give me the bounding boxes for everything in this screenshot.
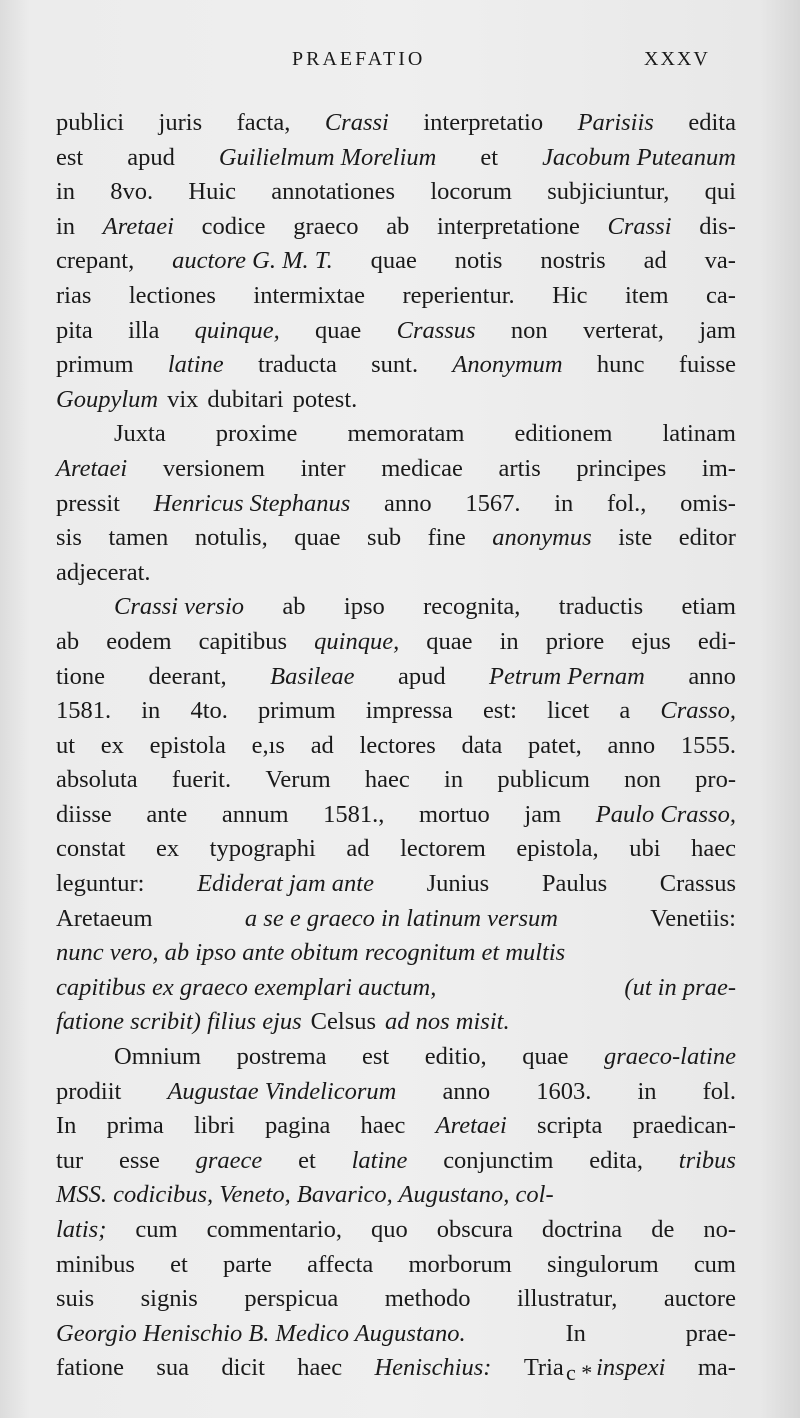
word: Augustae Vindelicorum <box>167 1077 397 1105</box>
word: anonymus <box>492 524 592 552</box>
word: quae <box>426 627 473 655</box>
word: Aretaei <box>102 212 174 240</box>
word: priore <box>545 627 605 655</box>
word: est: <box>482 697 517 725</box>
word: Crassi versio <box>114 593 245 621</box>
word: jam <box>699 316 736 344</box>
text-line <box>56 383 736 418</box>
word: est <box>56 143 84 171</box>
text-line <box>56 660 736 695</box>
signature-mark: c * <box>566 1360 593 1385</box>
word: commentario, <box>206 1216 342 1243</box>
word: codice <box>201 212 266 240</box>
word: 1555. <box>680 731 736 759</box>
word: intermixtae <box>253 281 365 309</box>
word: jam <box>524 800 562 828</box>
word: Verum <box>265 766 331 794</box>
word: nostris <box>540 247 606 275</box>
text-line <box>56 1040 736 1075</box>
word: tamen <box>108 524 169 552</box>
word: notulis, <box>194 524 268 552</box>
word: lectiones <box>128 281 216 309</box>
word: tur <box>56 1146 84 1174</box>
word: fine <box>427 524 466 552</box>
page-number: XXXV <box>644 48 710 70</box>
word: haec <box>297 1354 343 1382</box>
word: non <box>624 766 661 794</box>
word: et <box>170 1250 188 1278</box>
word: auctore <box>663 1285 736 1313</box>
text-line <box>56 1213 736 1248</box>
text-line <box>56 1178 736 1213</box>
word: editor <box>678 524 736 552</box>
word: medicae <box>381 454 463 482</box>
word: de <box>651 1216 675 1243</box>
word: notis <box>454 247 503 275</box>
word: prae- <box>685 1319 736 1347</box>
word: traducta <box>257 351 337 379</box>
word: no- <box>703 1216 736 1243</box>
word: ex <box>100 731 124 759</box>
word: Anonymum <box>452 351 563 379</box>
word: quae <box>315 316 362 344</box>
word: ubi <box>629 835 661 863</box>
word: Basileae <box>270 662 355 690</box>
word: apud <box>397 662 446 690</box>
word: Aretaeum <box>56 904 153 932</box>
word: Crassi <box>607 212 672 240</box>
text-line <box>56 141 736 176</box>
word: quinque, <box>314 627 400 655</box>
word: MSS. codicibus, Veneto, Bavarico, Augustano, col- <box>56 1181 554 1209</box>
text-line <box>56 1317 736 1352</box>
word: quae <box>370 247 417 275</box>
text-line <box>56 521 736 556</box>
text-line <box>56 106 736 141</box>
word: pressit <box>56 489 120 517</box>
word: facta, <box>236 109 291 136</box>
word: deerant, <box>148 662 227 690</box>
word: fatione scribit) filius ejus <box>56 1008 302 1036</box>
text-line <box>56 348 736 383</box>
word: prodiit <box>56 1077 122 1105</box>
word: recognita, <box>423 593 521 621</box>
word: lectorem <box>400 835 486 863</box>
word: juris <box>158 109 203 136</box>
word: postrema <box>236 1043 327 1071</box>
word: versionem <box>162 454 265 482</box>
word: iste <box>618 524 653 552</box>
text-line <box>56 590 736 625</box>
word: Venetiis: <box>650 904 736 932</box>
word: Georgio Henischio B. Medico Augustano. <box>56 1319 466 1347</box>
text-line <box>56 971 736 1006</box>
word: anno <box>607 731 656 759</box>
word: editio, <box>424 1043 487 1071</box>
word: Junius <box>426 870 490 898</box>
word: anno <box>384 489 432 517</box>
word: fuisse <box>678 351 736 379</box>
text-line <box>56 175 736 210</box>
word: ad <box>643 247 667 275</box>
word: primum <box>258 697 336 725</box>
word: graece <box>195 1146 263 1174</box>
word: scripta <box>537 1112 603 1140</box>
word: signis <box>140 1285 198 1313</box>
text-line <box>56 1282 736 1317</box>
text-line <box>56 625 736 660</box>
word: publicum <box>497 766 590 794</box>
word: capitibus <box>198 627 288 655</box>
text-line <box>56 244 736 279</box>
word: In <box>565 1319 586 1347</box>
word: epistola <box>149 731 226 759</box>
word: qui <box>704 178 736 206</box>
word: principes <box>576 454 667 482</box>
word: ut <box>56 731 76 759</box>
word: traductis <box>558 593 644 621</box>
word: interpretatio <box>423 109 544 136</box>
word: memoratam <box>347 420 465 448</box>
word: editionem <box>514 420 613 448</box>
word: haec <box>691 835 736 863</box>
word: in <box>499 627 519 655</box>
word: crepant, <box>56 247 135 275</box>
word: Crassus <box>396 316 476 344</box>
word: 8vo. <box>110 178 154 206</box>
text-line <box>56 314 736 349</box>
word: in <box>554 489 574 517</box>
word: annum <box>221 800 289 828</box>
word: Hic <box>552 281 588 309</box>
text-line <box>56 487 736 522</box>
text-line <box>56 1109 736 1144</box>
word: ipso <box>343 593 385 621</box>
word: Jacobum Puteanum <box>542 143 736 171</box>
word: Aretaei <box>56 454 128 482</box>
word: mortuo <box>419 800 490 828</box>
word: prima <box>106 1112 164 1140</box>
word: Celsus <box>310 1008 377 1036</box>
word: capitibus ex graeco exemplari auctum, <box>56 973 437 1001</box>
word: et <box>298 1146 316 1174</box>
text-line <box>56 1248 736 1283</box>
text-line <box>56 1351 736 1386</box>
word: inter <box>300 454 346 482</box>
body-text <box>56 106 736 1386</box>
word: pro- <box>695 766 736 794</box>
word: cum <box>693 1250 736 1278</box>
word: va- <box>704 247 736 275</box>
word: sunt. <box>371 351 419 379</box>
word: Petrum Pernam <box>489 662 645 690</box>
word: artis <box>498 454 541 482</box>
word: rias <box>56 281 92 309</box>
word: praedican- <box>632 1112 736 1140</box>
word: latine <box>351 1146 408 1174</box>
word: locorum <box>430 178 512 206</box>
word: apud <box>127 143 175 171</box>
word: edita, <box>589 1146 643 1174</box>
word: Omnium <box>114 1043 202 1071</box>
text-line <box>56 832 736 867</box>
word: subjiciuntur, <box>547 178 670 206</box>
word: Crassi <box>324 109 389 136</box>
word: (ut in prae- <box>624 973 736 1001</box>
word: Paulo Crasso, <box>595 800 736 828</box>
word: latis; <box>56 1216 107 1243</box>
word: a <box>619 697 631 725</box>
word: ad <box>310 731 334 759</box>
word: licet <box>547 697 590 725</box>
word: ad <box>346 835 370 863</box>
word: latinam <box>662 420 736 448</box>
word: Henischius: <box>374 1354 492 1382</box>
word: a se e graeco in latinum versum <box>244 904 558 932</box>
word: ca- <box>706 281 736 309</box>
word: illustratur, <box>516 1285 618 1313</box>
text-line <box>56 1005 736 1040</box>
word: interpretatione <box>436 212 580 240</box>
text-line <box>56 694 736 729</box>
running-title: PRAEFATIO <box>292 48 426 70</box>
word: haec <box>360 1112 406 1140</box>
word: ex <box>155 835 180 863</box>
word: adjecerat. <box>56 558 151 586</box>
word: in <box>56 212 76 240</box>
word: Goupylum <box>56 385 159 413</box>
word: hunc <box>596 351 645 379</box>
word: reperientur. <box>402 281 515 309</box>
word: graeco-latine <box>603 1043 736 1071</box>
word: diisse <box>56 800 112 828</box>
text-line <box>56 936 736 971</box>
word: perspicua <box>244 1285 339 1313</box>
word: pita <box>56 316 93 344</box>
text-line <box>56 1144 736 1179</box>
word: sua <box>156 1354 190 1382</box>
word: ab <box>386 212 410 240</box>
word: Ediderat jam ante <box>197 870 374 898</box>
word: 1581. <box>56 697 112 725</box>
text-line <box>56 1075 736 1110</box>
text-line <box>56 902 736 937</box>
word: e,ıs <box>251 731 285 759</box>
text-line <box>56 763 736 798</box>
word: anno <box>442 1077 491 1105</box>
word: Crassus <box>659 870 736 898</box>
word: quae <box>294 524 341 552</box>
word: minibus <box>56 1250 135 1278</box>
page-header <box>0 48 800 78</box>
word: cum <box>135 1216 178 1243</box>
text-line <box>56 867 736 902</box>
word: dicit <box>221 1354 265 1382</box>
word: fol., <box>606 489 647 517</box>
word: primum <box>56 351 134 379</box>
word: et <box>480 143 499 171</box>
word: inspexi <box>596 1354 666 1382</box>
word: ante <box>146 800 188 828</box>
text-line <box>56 279 736 314</box>
word: doctrina <box>541 1216 623 1243</box>
word: morborum <box>408 1250 512 1278</box>
word: Crasso, <box>660 697 736 725</box>
word: graeco <box>293 212 359 240</box>
word: ab <box>282 593 306 621</box>
word: constat <box>56 835 126 863</box>
word: parte <box>222 1250 272 1278</box>
word: dis- <box>699 212 736 240</box>
word: in <box>444 766 464 794</box>
word: ejus <box>631 627 671 655</box>
word: haec <box>364 766 410 794</box>
word: absoluta <box>56 766 138 794</box>
word: in <box>141 697 161 725</box>
word: 4to. <box>190 697 228 725</box>
word: singulorum <box>547 1250 659 1278</box>
word: tione <box>56 662 105 690</box>
word: non <box>510 316 548 344</box>
word: auctore G. M. T. <box>172 247 333 275</box>
word: patet, <box>528 731 582 759</box>
word: potest. <box>292 385 358 413</box>
word: Tria <box>523 1354 564 1382</box>
word: proxime <box>215 420 298 448</box>
word: conjunctim <box>443 1146 554 1174</box>
word: vix <box>167 385 199 413</box>
word: dubitari <box>207 385 284 413</box>
word: impressa <box>365 697 453 725</box>
word: Juxta <box>114 420 166 448</box>
word: fuerit. <box>171 766 232 794</box>
word: edita <box>688 109 736 136</box>
word: In <box>56 1112 77 1140</box>
word: publici <box>56 109 125 136</box>
word: ma- <box>697 1354 736 1382</box>
word: libri <box>193 1112 235 1140</box>
word: Guilielmum Morelium <box>218 143 437 171</box>
word: typographi <box>209 835 316 863</box>
word: leguntur: <box>56 870 145 898</box>
word: tribus <box>678 1146 736 1174</box>
word: quae <box>522 1043 569 1071</box>
word: esse <box>119 1146 160 1174</box>
word: ab <box>56 627 80 655</box>
word: Parisiis <box>577 109 654 136</box>
text-line <box>56 729 736 764</box>
word: verterat, <box>582 316 664 344</box>
word: illa <box>128 316 160 344</box>
word: data <box>461 731 503 759</box>
word: nunc vero, ab ipso ante obitum recognitum et multis <box>56 939 566 967</box>
word: Paulus <box>541 870 608 898</box>
word: edi- <box>697 627 736 655</box>
text-line <box>56 210 736 245</box>
word: pagina <box>265 1112 331 1140</box>
word: fol. <box>702 1077 736 1105</box>
word: 1603. <box>536 1077 592 1105</box>
word: est <box>362 1043 390 1071</box>
word: suis <box>56 1285 95 1313</box>
word: ad nos misit. <box>385 1008 510 1036</box>
text-line <box>56 417 736 452</box>
text-line <box>56 452 736 487</box>
word: 1581., <box>323 800 385 828</box>
word: im- <box>701 454 736 482</box>
text-line <box>56 798 736 833</box>
word: item <box>625 281 669 309</box>
word: lectores <box>359 731 436 759</box>
word: fatione <box>56 1354 125 1382</box>
word: 1567. <box>465 489 521 517</box>
word: obscura <box>436 1216 513 1243</box>
word: Huic <box>188 178 237 206</box>
word: annotationes <box>271 178 396 206</box>
word: sis <box>56 524 82 552</box>
word: sub <box>367 524 402 552</box>
word: quinque, <box>194 316 280 344</box>
text-line <box>56 556 736 591</box>
word: etiam <box>681 593 736 621</box>
word: omis- <box>680 489 736 517</box>
word: latine <box>167 351 224 379</box>
word: methodo <box>384 1285 471 1313</box>
word: eodem <box>106 627 172 655</box>
word: epistola, <box>516 835 599 863</box>
word: in <box>637 1077 657 1105</box>
word: in <box>56 178 76 206</box>
word: Henricus Stephanus <box>153 489 351 517</box>
word: anno <box>688 662 736 690</box>
word: affecta <box>307 1250 374 1278</box>
word: quo <box>370 1216 408 1243</box>
word: Aretaei <box>435 1112 507 1140</box>
